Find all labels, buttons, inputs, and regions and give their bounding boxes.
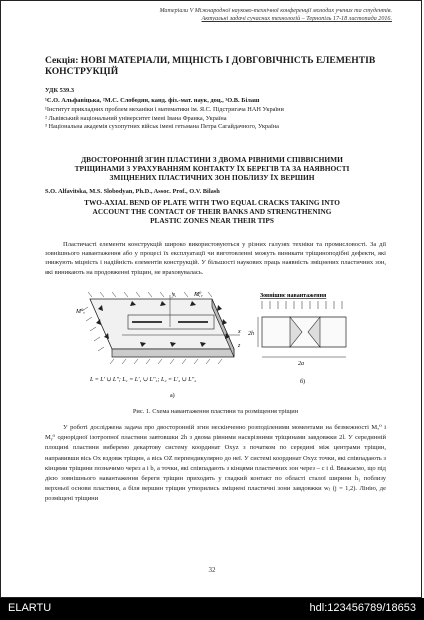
footer-bar — [0, 598, 424, 620]
footer-handle[interactable]: hdl:123456789/18653 — [309, 602, 416, 614]
affiliation-1: ¹Інститут прикладних проблем механіки і математики ім. Я.С. Підстригача НАН України — [45, 106, 284, 113]
footer-repository[interactable]: ELARTU — [8, 602, 52, 614]
width-label: 2a — [298, 361, 304, 367]
thickness-label: 2h — [248, 331, 254, 337]
figure-diagram — [62, 287, 362, 405]
figure-1 — [62, 287, 362, 405]
figure-formula: L = L' ∪ L''; L₁ = L'₁ ∪ L''₁; L₂ = L'₂ ∪ L''₂ — [90, 377, 197, 383]
affiliation-2: ² Львівський національний університет імені Івана Франка, Україна — [45, 114, 227, 122]
inset-title: Зовнішнє навантаження — [260, 293, 327, 299]
header-line-2: Актуальні задачі сучасних технологій – Тернопіль 17-18 листопада 2016. — [201, 16, 392, 22]
authors-english: S.O. Alfavitska, M.S. Slobodyan, Ph.D., Assoc. Prof., O.V. Bilash — [45, 188, 220, 195]
paragraph-body: У роботі досліджена задача про двосторонній згин нескінченно розподіленими моментами на безмежності Mₓ⁰ і Mᵧ⁰ однорідної ізотропної пластини завтовшки 2h з двома рівними наскрізними тріщинами завдовжки 2l. У серединній площині пластини виберемо декартову систему координат Oxyz з початком по середині між центрами тріщин, направивши вісь Ox вздовж тріщин, а вісь OZ перпендикулярно до неї. У системі координат Oxyz точки, які співпадають з кінцями тріщини позначимо через a і b, а точки, які співпадають з кінцями пластичних зон через – c і d. Вважаємо, що під дією зовнішнього навантаження береги тріщин приходять у гладкий контакт по області сталої ширини h₁ поблизу верхньої основи пластини, а біля вершин тріщин утворились зміцнені пластичні зони завдовжки wⱼ (j = 1,2). Лінію, де розміщені тріщини — [45, 424, 386, 503]
moment-my-label: M⁰ᵧ — [194, 292, 203, 298]
affiliations — [45, 106, 386, 132]
figure-caption: Рис. 1. Схема навантаження пластини та розміщення тріщин — [132, 408, 299, 415]
page-number: 32 — [208, 566, 216, 574]
inset-arrows — [262, 301, 342, 309]
title-english: TWO-AXIAL BEND OF PLATE WITH TWO EQUAL CRACKS TAKING INTO ACCOUNT THE CONTACT OF THEIR BANKS AND STRENGTHENING PLASTIC ZONES NEAR THEIR TIPS — [84, 198, 340, 225]
udk-code: УДК 539.3 — [45, 87, 75, 94]
inset-plate — [262, 317, 346, 347]
section-heading: Секція: НОВІ МАТЕРІАЛИ, МІЦНІСТЬ І ДОВГОВІЧНІСТЬ ЕЛЕМЕНТІВ КОНСТРУКЦІЙ — [45, 55, 376, 77]
authors-ua: ¹С.О. Альфавіцька, ²М.С. Слободян, канд. фіз.-мат. наук, доц., ³О.В. Білаш — [45, 97, 260, 104]
title-ukrainian: ДВОСТОРОННІЙ ЗГИН ПЛАСТИНИ З ДВОМА РІВНИМИ СПІВВІСНИМИ ТРІЩИНАМИ З УРАХУВАННЯМ КОНТАКТУ ЇХ БЕРЕГІВ ТА ЗА НАЯВНОСТІ ЗМІЦНЕНИХ ПЛАСТИЧНИХ ЗОН ПОБЛИЗУ ЇХ ВЕРШИН — [74, 155, 350, 182]
moment-mx-label: M⁰ₓ — [76, 309, 86, 315]
affiliation-3: ³ Національна академія сухопутних військ імені гетьмана Петра Сагайдачного, Україна — [45, 123, 279, 131]
figure-label-a: а) — [170, 393, 175, 399]
conference-header — [30, 7, 392, 23]
axis-z-label: z — [238, 343, 241, 349]
figure-label-b: б) — [300, 379, 306, 385]
axis-x-label: x — [238, 329, 241, 335]
plate-side-face — [112, 349, 234, 357]
axis-y-label: y — [172, 292, 175, 298]
header-line-1: Матеріали V Міжнародної науково-технічної конференції молодих учених та студентів. — [159, 8, 392, 14]
paragraph-intro: Пластичасті елементи конструкцій широко використовуються у різних галузях техніки та промисловості. За дії зовнішнього навантаження або у процесі їх експлуатації чи виготовленні можуть виникати тріщиноподібні дефекти, які знижують міцність і надійність елементів конструкцій. У більшості наукових праць наявність зміцнених пластичних зон, які виникають на продовженні тріщин, не враховувалась. — [45, 241, 386, 276]
